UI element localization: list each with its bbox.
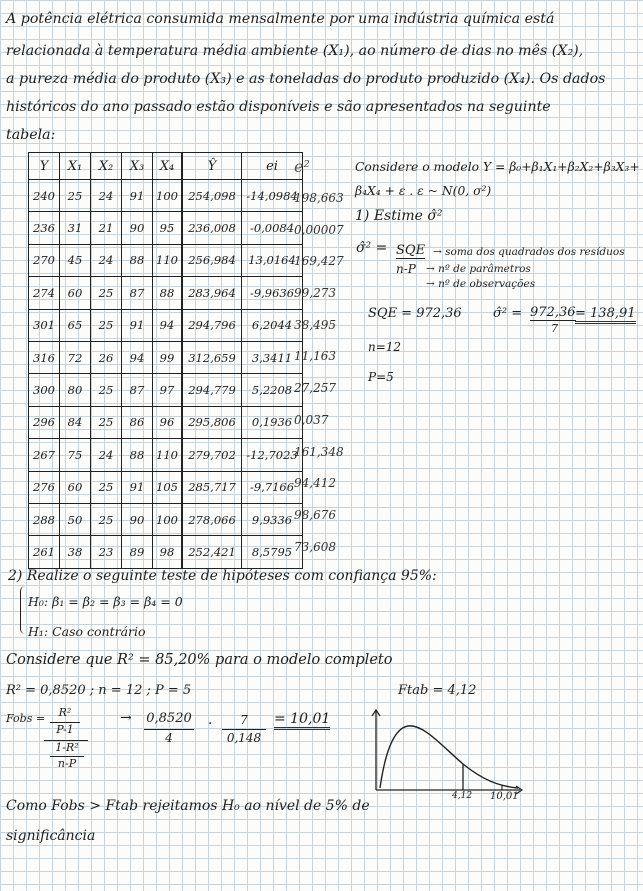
intro-line-1: A potência elétrica consumida mensalmente por uma indústria química está bbox=[6, 11, 555, 27]
hypotheses-brace bbox=[20, 586, 25, 634]
table-cell: 89 bbox=[122, 536, 153, 568]
e-squared-value: 11,163 bbox=[294, 349, 336, 364]
question-2: 2) Realize o seguinte teste de hipóteses com confiança 95%: bbox=[8, 568, 437, 584]
table-cell: 279,702 bbox=[182, 439, 242, 471]
note-sqe: → soma dos quadrados dos resíduos bbox=[433, 246, 625, 258]
fobs-num-bot: P-1 bbox=[56, 723, 74, 736]
table-cell: 96 bbox=[153, 406, 183, 438]
table-cell: 90 bbox=[122, 212, 153, 244]
table-cell: 88 bbox=[153, 277, 183, 309]
table-cell: 105 bbox=[153, 471, 183, 503]
table-cell: 80 bbox=[60, 374, 91, 406]
table-row bbox=[29, 309, 303, 341]
e-squared-column bbox=[294, 155, 344, 563]
table-cell: -0,0084 bbox=[242, 212, 303, 244]
table-cell: 31 bbox=[60, 212, 91, 244]
table-cell: 301 bbox=[29, 309, 60, 341]
table-cell: 99 bbox=[153, 341, 183, 373]
table-row bbox=[29, 406, 303, 438]
table-cell: 87 bbox=[122, 374, 153, 406]
table-cell: 288 bbox=[29, 503, 60, 535]
table-cell: 3,3411 bbox=[242, 341, 303, 373]
table-cell: 278,066 bbox=[182, 503, 242, 535]
table-cell: 236 bbox=[29, 212, 60, 244]
fobs-den-top: 1-R² bbox=[55, 741, 79, 754]
table-cell: 274 bbox=[29, 277, 60, 309]
e-squared-value: 169,427 bbox=[294, 254, 344, 269]
table-row bbox=[29, 244, 303, 276]
tick-fobs: 10,01 bbox=[490, 791, 519, 802]
table-cell: 254,098 bbox=[182, 180, 242, 212]
value-num: 0,8520 bbox=[146, 711, 192, 726]
e-squared-header: e² bbox=[294, 157, 310, 176]
data-table bbox=[28, 152, 303, 569]
table-cell: 25 bbox=[91, 471, 122, 503]
hypothesis-h0: H₀: β₁ = β₂ = β₃ = β₄ = 0 bbox=[28, 594, 183, 609]
table-cell: 270 bbox=[29, 244, 60, 276]
sigma-result-denominator: 7 bbox=[551, 322, 558, 335]
e-squared-value: 27,257 bbox=[294, 381, 336, 396]
table-cell: 94 bbox=[122, 341, 153, 373]
table-cell: 9,9336 bbox=[242, 503, 303, 535]
hypothesis-h1: H₁: Caso contrário bbox=[28, 624, 146, 639]
table-cell: 21 bbox=[91, 212, 122, 244]
table-cell: 110 bbox=[153, 439, 183, 471]
table-cell: 25 bbox=[91, 309, 122, 341]
table-cell: 38 bbox=[60, 536, 91, 568]
table-cell: 25 bbox=[91, 277, 122, 309]
table-cell: 50 bbox=[60, 503, 91, 535]
table-row bbox=[29, 536, 303, 568]
table-cell: 88 bbox=[122, 439, 153, 471]
header-x2: X₂ bbox=[91, 153, 122, 180]
table-cell: 94 bbox=[153, 309, 183, 341]
table-cell: 91 bbox=[122, 471, 153, 503]
multiply-dot: · bbox=[208, 716, 213, 732]
table-cell: 285,717 bbox=[182, 471, 242, 503]
note-params: → nº de parâmetros bbox=[426, 263, 531, 275]
note-obs: → nº de observações bbox=[426, 278, 536, 290]
value-mult-top: 7 bbox=[240, 713, 248, 727]
intro-line-2: relacionada à temperatura média ambiente (X₁), ao número de dias no mês (X₂), bbox=[6, 43, 584, 59]
table-cell: 295,806 bbox=[182, 406, 242, 438]
e-squared-value: 0,00007 bbox=[294, 222, 344, 237]
table-cell: 283,964 bbox=[182, 277, 242, 309]
e-squared-value: 198,663 bbox=[294, 191, 344, 205]
table-cell: 100 bbox=[153, 503, 183, 535]
consider-r2: Considere que R² = 85,20% para o modelo completo bbox=[6, 652, 393, 668]
table-cell: 252,421 bbox=[182, 536, 242, 568]
header-x4: X₄ bbox=[153, 153, 183, 180]
table-cell: -14,0984 bbox=[242, 180, 303, 212]
table-cell: 45 bbox=[60, 244, 91, 276]
table-cell: 261 bbox=[29, 536, 60, 568]
e-squared-value: 73,608 bbox=[294, 539, 336, 554]
table-cell: 60 bbox=[60, 277, 91, 309]
table-cell: 6,2044 bbox=[242, 309, 303, 341]
table-cell: 98 bbox=[153, 536, 183, 568]
table-cell: 91 bbox=[122, 180, 153, 212]
conclusion-line-2: significância bbox=[6, 828, 96, 844]
value-mult-bot: 0,148 bbox=[226, 731, 262, 745]
table-row bbox=[29, 212, 303, 244]
sigma-result-value: = 138,91 bbox=[575, 306, 636, 324]
header-x3: X₃ bbox=[122, 153, 153, 180]
table-cell: 24 bbox=[91, 180, 122, 212]
table-cell: 75 bbox=[60, 439, 91, 471]
header-x1: X₁ bbox=[60, 153, 91, 180]
table-cell: 312,659 bbox=[182, 341, 242, 373]
table-row bbox=[29, 277, 303, 309]
table-cell: 65 bbox=[60, 309, 91, 341]
table-cell: 25 bbox=[91, 406, 122, 438]
sigma-denominator: n-P bbox=[396, 262, 416, 276]
table-cell: 25 bbox=[91, 374, 122, 406]
values-line: R² = 0,8520 ; n = 12 ; P = 5 bbox=[6, 683, 192, 698]
table-row bbox=[29, 341, 303, 373]
table-cell: 0,1936 bbox=[242, 406, 303, 438]
conclusion-line-1: Como Fobs > Ftab rejeitamos H₀ ao nível de 5% de bbox=[6, 798, 370, 814]
value-num-line bbox=[144, 729, 194, 730]
model-line-2: β₄X₄ + ε . ε ~ N(0, σ²) bbox=[355, 184, 492, 198]
value-mult-line bbox=[222, 729, 266, 730]
table-cell: 276 bbox=[29, 471, 60, 503]
intro-line-5: tabela: bbox=[6, 127, 56, 143]
table-cell: 256,984 bbox=[182, 244, 242, 276]
table-cell: 95 bbox=[153, 212, 183, 244]
table-row bbox=[29, 180, 303, 212]
intro-line-4: históricos do ano passado estão disponíveis e são apresentados na seguinte bbox=[6, 99, 551, 115]
header-y: Y bbox=[29, 153, 60, 180]
table-cell: 87 bbox=[122, 277, 153, 309]
table-cell: 110 bbox=[153, 244, 183, 276]
table-cell: 100 bbox=[153, 180, 183, 212]
n-value: n=12 bbox=[368, 340, 402, 354]
table-cell: 316 bbox=[29, 341, 60, 373]
table-cell: 84 bbox=[60, 406, 91, 438]
question-1: 1) Estime σ̂² bbox=[355, 208, 443, 224]
table-cell: -12,7023 bbox=[242, 439, 303, 471]
table-row bbox=[29, 374, 303, 406]
arrow-symbol: → bbox=[120, 710, 132, 726]
sigma-lhs: σ̂² = bbox=[356, 240, 388, 256]
table-cell: 91 bbox=[122, 309, 153, 341]
table-cell: 88 bbox=[122, 244, 153, 276]
table-row bbox=[29, 439, 303, 471]
table-cell: 5,2208 bbox=[242, 374, 303, 406]
intro-line-3: a pureza média do produto (X₃) e as toneladas do produto produzido (X₄). Os dados bbox=[6, 71, 606, 87]
e-squared-value: 161,348 bbox=[294, 444, 344, 459]
sigma-result-numerator: 972,36 bbox=[530, 305, 576, 320]
f-distribution-sketch bbox=[368, 706, 528, 796]
e-squared-value: 98,676 bbox=[294, 507, 336, 522]
table-cell: 72 bbox=[60, 341, 91, 373]
table-cell: 24 bbox=[91, 244, 122, 276]
value-num-den: 4 bbox=[165, 731, 173, 745]
tick-ftab: 4,12 bbox=[452, 791, 473, 801]
header-ei: ei bbox=[242, 153, 303, 180]
fobs-num-top: R² bbox=[58, 706, 72, 719]
header-yhat: Ŷ bbox=[182, 153, 242, 180]
fobs-den-bot: n-P bbox=[57, 757, 77, 770]
sqe-value: SQE = 972,36 bbox=[368, 306, 462, 321]
table-cell: 236,008 bbox=[182, 212, 242, 244]
e-squared-value: 38,495 bbox=[294, 317, 336, 332]
table-cell: 90 bbox=[122, 503, 153, 535]
table-cell: 13,0164 bbox=[242, 244, 303, 276]
table-cell: 26 bbox=[91, 341, 122, 373]
table-cell: 240 bbox=[29, 180, 60, 212]
table-cell: -9,9636 bbox=[242, 277, 303, 309]
table-cell: 97 bbox=[153, 374, 183, 406]
table-row bbox=[29, 471, 303, 503]
e-squared-value: 99,273 bbox=[294, 286, 336, 301]
table-cell: 86 bbox=[122, 406, 153, 438]
table-cell: 267 bbox=[29, 439, 60, 471]
table-cell: 8,5795 bbox=[242, 536, 303, 568]
fobs-label: Fobs = bbox=[6, 712, 46, 725]
table-header-row bbox=[29, 153, 303, 180]
p-value: P=5 bbox=[368, 370, 394, 384]
table-cell: 24 bbox=[91, 439, 122, 471]
table-row bbox=[29, 503, 303, 535]
table-cell: 25 bbox=[60, 180, 91, 212]
model-line-1: Considere o modelo Y = β₀+β₁X₁+β₂X₂+β₃X₃+ bbox=[355, 160, 640, 174]
fobs-result: = 10,01 bbox=[274, 711, 330, 730]
sigma-numerator: SQE bbox=[396, 243, 426, 258]
table-cell: 60 bbox=[60, 471, 91, 503]
e-squared-value: 94,412 bbox=[294, 476, 336, 491]
table-cell: 300 bbox=[29, 374, 60, 406]
table-cell: 25 bbox=[91, 503, 122, 535]
sigma-result-lhs: σ̂² = bbox=[493, 306, 523, 321]
table-cell: 294,779 bbox=[182, 374, 242, 406]
table-cell: 23 bbox=[91, 536, 122, 568]
table-cell: -9,7166 bbox=[242, 471, 303, 503]
table-cell: 294,796 bbox=[182, 309, 242, 341]
table-cell: 296 bbox=[29, 406, 60, 438]
e-squared-value: 0,037 bbox=[294, 412, 329, 427]
ftab-value: Ftab = 4,12 bbox=[398, 683, 477, 698]
